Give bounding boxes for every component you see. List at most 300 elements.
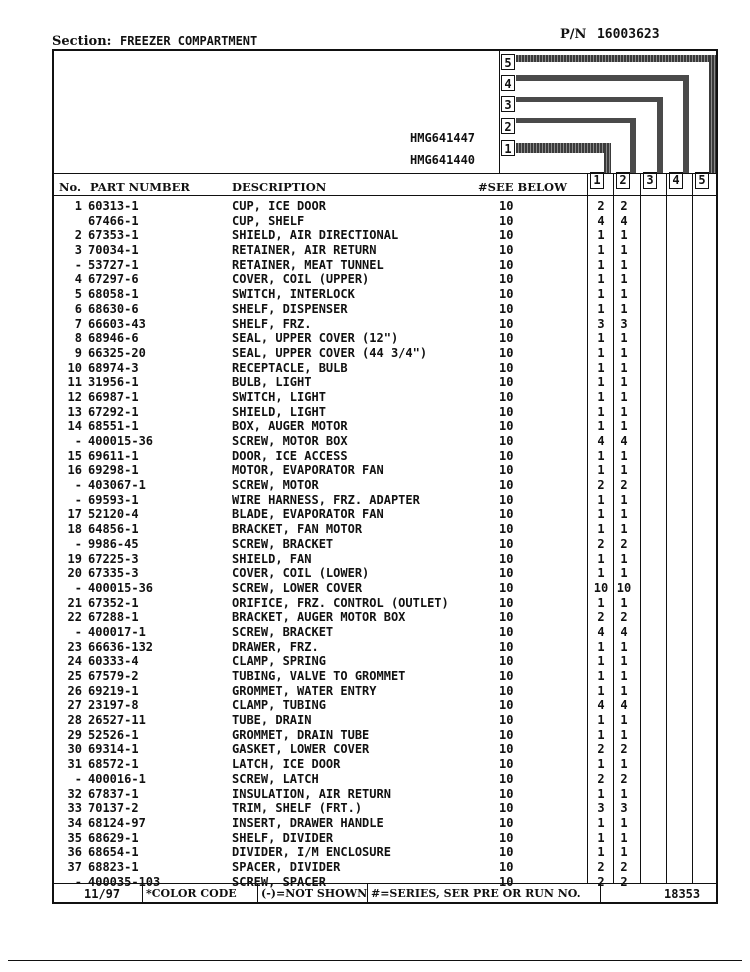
part-description: SCREW, MOTOR <box>232 478 319 493</box>
part-description: DIVIDER, I/M ENCLOSURE <box>232 845 391 860</box>
qty-series-1: 2 <box>597 742 605 757</box>
part-number: 68974-3 <box>88 360 139 375</box>
qty-series-1: 1 <box>597 727 605 742</box>
part-description: SEAL, UPPER COVER (12") <box>232 331 399 346</box>
part-number: 64856-1 <box>88 522 139 537</box>
part-number: 68823-1 <box>88 859 139 874</box>
item-number: - <box>74 536 82 551</box>
part-number: 69593-1 <box>88 492 139 507</box>
part-description: CUP, SHELF <box>232 213 305 228</box>
table-row <box>54 757 716 772</box>
part-description: GROMMET, WATER ENTRY <box>232 683 377 698</box>
see-below-value: 10 <box>499 492 514 507</box>
part-description: SCREW, LOWER COVER <box>232 580 363 595</box>
part-description: TUBE, DRAIN <box>232 713 312 728</box>
item-number: - <box>74 478 82 493</box>
pn-label: P/N <box>560 27 587 42</box>
part-number: 403067-1 <box>88 478 146 493</box>
part-description: DRAWER, FRZ. <box>232 639 319 654</box>
series-column-label: 5 <box>695 172 709 189</box>
qty-series-2: 2 <box>620 742 628 757</box>
see-below-value: 10 <box>499 507 514 522</box>
item-number: 19 <box>67 551 82 566</box>
item-number: 10 <box>67 360 82 375</box>
table-row <box>54 742 716 757</box>
qty-series-1: 1 <box>597 845 605 860</box>
series-box: 1 <box>501 140 515 156</box>
see-below-value: 10 <box>499 771 514 786</box>
page-bottom-rule <box>8 960 742 961</box>
see-below-value: 10 <box>499 434 514 448</box>
part-number: 68946-6 <box>88 331 139 346</box>
part-description: BRACKET, AUGER MOTOR BOX <box>232 610 406 625</box>
item-number: 5 <box>74 287 82 302</box>
item-number: 7 <box>74 316 82 331</box>
table-row <box>54 419 716 434</box>
item-number: 1 <box>74 199 82 213</box>
footer-divider <box>600 883 601 904</box>
series-bar <box>683 75 689 173</box>
table-row <box>54 698 716 713</box>
qty-series-1: 1 <box>597 669 605 683</box>
footer-not-shown: (-)=NOT SHOWN <box>261 887 368 900</box>
part-description: ORIFICE, FRZ. CONTROL (OUTLET) <box>232 595 449 610</box>
qty-series-1: 1 <box>597 566 605 581</box>
qty-series-1: 1 <box>597 419 605 434</box>
part-description: MOTOR, EVAPORATOR FAN <box>232 463 384 478</box>
see-below-value: 10 <box>499 243 514 258</box>
col-header-description: DESCRIPTION <box>232 180 327 194</box>
qty-series-1: 1 <box>597 301 605 316</box>
table-row <box>54 654 716 669</box>
part-number: 9986-45 <box>88 536 139 551</box>
part-number: 68124-97 <box>88 815 146 830</box>
part-number: 67297-6 <box>88 272 139 287</box>
qty-series-2: 1 <box>620 595 628 610</box>
see-below-value: 10 <box>499 859 514 874</box>
qty-series-2: 3 <box>620 316 628 331</box>
qty-series-1: 2 <box>597 874 605 889</box>
col-header-see-below: #SEE BELOW <box>478 180 567 194</box>
part-number: 31956-1 <box>88 375 139 390</box>
part-description: BOX, AUGER MOTOR <box>232 419 348 434</box>
qty-series-2: 1 <box>620 713 628 728</box>
qty-series-2: 1 <box>620 551 628 566</box>
part-number: 68630-6 <box>88 301 139 316</box>
part-number: 400015-36 <box>88 434 154 448</box>
series-bar <box>516 118 634 123</box>
qty-series-2: 1 <box>620 566 628 581</box>
part-description: SWITCH, INTERLOCK <box>232 287 355 302</box>
part-description: SHELF, DIVIDER <box>232 830 334 845</box>
part-number: 67579-2 <box>88 669 139 683</box>
see-below-value: 10 <box>499 272 514 287</box>
table-row <box>54 596 716 611</box>
part-number: 69298-1 <box>88 463 139 478</box>
see-below-value: 10 <box>499 624 514 639</box>
part-number: 67837-1 <box>88 786 139 801</box>
item-number: 34 <box>67 815 82 830</box>
part-description: CUP, ICE DOOR <box>232 199 326 213</box>
parts-table-body <box>54 199 716 889</box>
qty-series-1: 1 <box>597 595 605 610</box>
series-bar <box>516 75 688 81</box>
part-description: SCREW, MOTOR BOX <box>232 434 348 448</box>
part-description: WIRE HARNESS, FRZ. ADAPTER <box>232 492 420 507</box>
see-below-value: 10 <box>499 713 514 728</box>
qty-series-2: 1 <box>620 669 628 683</box>
footer-divider <box>257 883 258 904</box>
part-number: 60333-4 <box>88 654 139 669</box>
see-below-value: 10 <box>499 669 514 683</box>
footer-series-note: #=SERIES, SER PRE OR RUN NO. <box>371 887 581 900</box>
item-number: 13 <box>67 404 82 419</box>
see-below-value: 10 <box>499 845 514 860</box>
qty-series-2: 1 <box>620 272 628 287</box>
qty-series-1: 3 <box>597 316 605 331</box>
item-number: 16 <box>67 463 82 478</box>
see-below-value: 10 <box>499 199 514 213</box>
qty-series-2: 1 <box>620 654 628 669</box>
table-row <box>54 317 716 332</box>
part-number: 400017-1 <box>88 624 146 639</box>
item-number: 29 <box>67 727 82 742</box>
see-below-value: 10 <box>499 698 514 713</box>
item-number: - <box>74 874 82 889</box>
table-row <box>54 552 716 567</box>
see-below-value: 10 <box>499 815 514 830</box>
model-number: HMG641440 <box>410 153 476 167</box>
item-number: 24 <box>67 654 82 669</box>
part-description: SHELF, FRZ. <box>232 316 312 331</box>
qty-series-2: 1 <box>620 389 628 404</box>
qty-series-1: 2 <box>597 199 605 213</box>
item-number: 23 <box>67 639 82 654</box>
part-number: 66603-43 <box>88 316 146 331</box>
part-description: INSERT, DRAWER HANDLE <box>232 815 384 830</box>
qty-series-1: 1 <box>597 815 605 830</box>
qty-series-2: 2 <box>620 536 628 551</box>
item-number: 3 <box>74 243 82 258</box>
part-number: 52120-4 <box>88 507 139 522</box>
item-number: 6 <box>74 301 82 316</box>
qty-series-1: 1 <box>597 507 605 522</box>
table-row <box>54 228 716 243</box>
table-row <box>54 390 716 405</box>
qty-series-1: 1 <box>597 448 605 463</box>
qty-series-2: 1 <box>620 243 628 258</box>
footer-color-code: *COLOR CODE <box>146 887 237 900</box>
table-row <box>54 537 716 552</box>
see-below-value: 10 <box>499 404 514 419</box>
series-box: 2 <box>501 118 515 134</box>
part-number: 68654-1 <box>88 845 139 860</box>
item-number: 28 <box>67 713 82 728</box>
table-row <box>54 199 716 214</box>
qty-series-2: 1 <box>620 404 628 419</box>
qty-series-2: 3 <box>620 801 628 816</box>
see-below-value: 10 <box>499 610 514 625</box>
see-below-value: 10 <box>499 639 514 654</box>
qty-series-2: 1 <box>620 522 628 537</box>
qty-series-2: 1 <box>620 815 628 830</box>
item-number: 31 <box>67 757 82 772</box>
qty-series-2: 4 <box>620 698 628 713</box>
qty-series-2: 2 <box>620 859 628 874</box>
see-below-value: 10 <box>499 448 514 463</box>
table-row <box>54 831 716 846</box>
qty-series-1: 1 <box>597 654 605 669</box>
table-row <box>54 669 716 684</box>
qty-series-2: 1 <box>620 727 628 742</box>
qty-series-2: 1 <box>620 639 628 654</box>
item-number: 21 <box>67 595 82 610</box>
series-box: 3 <box>501 96 515 112</box>
part-description: GROMMET, DRAIN TUBE <box>232 727 370 742</box>
item-number: 12 <box>67 389 82 404</box>
pn-value: 16003623 <box>596 27 660 42</box>
table-row <box>54 243 716 258</box>
series-column-label: 3 <box>643 172 657 189</box>
see-below-value: 10 <box>499 228 514 243</box>
qty-series-2: 1 <box>620 287 628 302</box>
series-column-label: 2 <box>616 172 630 189</box>
table-row <box>54 640 716 655</box>
section-value: FREEZER COMPARTMENT <box>119 34 258 48</box>
item-number: 20 <box>67 566 82 581</box>
part-number: 400035-103 <box>88 874 161 889</box>
qty-series-2: 1 <box>620 757 628 772</box>
item-number: 14 <box>67 419 82 434</box>
item-number: 18 <box>67 522 82 537</box>
footer-rule <box>54 883 716 884</box>
part-description: LATCH, ICE DOOR <box>232 757 341 772</box>
qty-series-2: 2 <box>620 478 628 493</box>
qty-series-1: 1 <box>597 639 605 654</box>
table-row <box>54 272 716 287</box>
qty-series-2: 1 <box>620 492 628 507</box>
part-number: 69314-1 <box>88 742 139 757</box>
qty-series-2: 1 <box>620 375 628 390</box>
table-row <box>54 522 716 537</box>
see-below-value: 10 <box>499 683 514 698</box>
see-below-value: 10 <box>499 375 514 390</box>
item-number: - <box>74 434 82 448</box>
qty-series-1: 1 <box>597 830 605 845</box>
see-below-value: 10 <box>499 301 514 316</box>
model-number: HMG641447 <box>410 131 476 145</box>
table-row <box>54 845 716 860</box>
part-description: COVER, COIL (UPPER) <box>232 272 370 287</box>
part-description: CLAMP, SPRING <box>232 654 326 669</box>
qty-series-1: 1 <box>597 345 605 360</box>
see-below-value: 10 <box>499 566 514 581</box>
series-bar <box>657 97 663 173</box>
item-number: 8 <box>74 331 82 346</box>
part-number: 68572-1 <box>88 757 139 772</box>
part-number: 70137-2 <box>88 801 139 816</box>
qty-series-2: 2 <box>620 610 628 625</box>
series-bar <box>709 55 716 173</box>
part-description: SCREW, BRACKET <box>232 536 334 551</box>
part-number-heading <box>560 27 660 42</box>
table-row <box>54 801 716 816</box>
item-number: - <box>74 624 82 639</box>
item-number: 17 <box>67 507 82 522</box>
item-number: 25 <box>67 669 82 683</box>
qty-series-1: 1 <box>597 243 605 258</box>
table-row <box>54 214 716 229</box>
table-row <box>54 772 716 787</box>
part-description: COVER, COIL (LOWER) <box>232 566 370 581</box>
part-number: 68629-1 <box>88 830 139 845</box>
part-number: 53727-1 <box>88 257 139 272</box>
part-number: 67288-1 <box>88 610 139 625</box>
qty-series-1: 2 <box>597 859 605 874</box>
qty-series-2: 1 <box>620 257 628 272</box>
qty-series-2: 1 <box>620 301 628 316</box>
qty-series-2: 1 <box>620 228 628 243</box>
see-below-value: 10 <box>499 345 514 360</box>
qty-series-2: 1 <box>620 448 628 463</box>
part-description: SHIELD, FAN <box>232 551 312 566</box>
see-below-value: 10 <box>499 478 514 493</box>
item-number: 2 <box>74 228 82 243</box>
qty-series-1: 1 <box>597 375 605 390</box>
see-below-value: 10 <box>499 331 514 346</box>
see-below-value: 10 <box>499 580 514 595</box>
qty-series-2: 4 <box>620 213 628 228</box>
item-number: - <box>74 492 82 507</box>
table-row <box>54 816 716 831</box>
col-header-no: No. <box>59 180 81 194</box>
footer-divider <box>367 883 368 904</box>
part-number: 400016-1 <box>88 771 146 786</box>
see-below-value: 10 <box>499 463 514 478</box>
item-number: 36 <box>67 845 82 860</box>
qty-series-1: 2 <box>597 478 605 493</box>
part-number: 52526-1 <box>88 727 139 742</box>
qty-series-2: 1 <box>620 360 628 375</box>
part-number: 70034-1 <box>88 243 139 258</box>
part-number: 69219-1 <box>88 683 139 698</box>
table-row <box>54 860 716 875</box>
qty-series-1: 1 <box>597 287 605 302</box>
item-number: 35 <box>67 830 82 845</box>
qty-series-1: 4 <box>597 434 605 448</box>
see-below-value: 10 <box>499 742 514 757</box>
qty-series-1: 1 <box>597 551 605 566</box>
table-row <box>54 787 716 802</box>
see-below-value: 10 <box>499 830 514 845</box>
part-description: SHIELD, AIR DIRECTIONAL <box>232 228 399 243</box>
qty-series-1: 1 <box>597 492 605 507</box>
part-description: SCREW, BRACKET <box>232 624 334 639</box>
qty-series-2: 10 <box>616 580 632 595</box>
part-number: 66325-20 <box>88 345 146 360</box>
item-number: - <box>74 580 82 595</box>
see-below-value: 10 <box>499 801 514 816</box>
see-below-value: 10 <box>499 257 514 272</box>
footer-date: 11/97 <box>84 887 121 901</box>
part-number: 23197-8 <box>88 698 139 713</box>
section-heading <box>52 34 257 49</box>
qty-series-1: 1 <box>597 522 605 537</box>
part-number: 67466-1 <box>88 213 139 228</box>
qty-series-2: 1 <box>620 683 628 698</box>
table-row <box>54 507 716 522</box>
footer-divider <box>142 883 143 904</box>
table-row <box>54 713 716 728</box>
parts-list-sheet <box>52 49 718 904</box>
table-row <box>54 302 716 317</box>
part-description: SCREW, SPACER <box>232 874 326 889</box>
qty-series-1: 3 <box>597 801 605 816</box>
qty-series-2: 1 <box>620 786 628 801</box>
see-below-value: 10 <box>499 213 514 228</box>
item-number: 9 <box>74 345 82 360</box>
see-below-value: 10 <box>499 786 514 801</box>
part-description: RECEPTACLE, BULB <box>232 360 348 375</box>
see-below-value: 10 <box>499 316 514 331</box>
qty-series-2: 2 <box>620 199 628 213</box>
part-description: SPACER, DIVIDER <box>232 859 341 874</box>
qty-series-2: 1 <box>620 419 628 434</box>
part-number: 66987-1 <box>88 389 139 404</box>
qty-series-1: 1 <box>597 228 605 243</box>
table-row <box>54 478 716 493</box>
series-box: 4 <box>501 75 515 91</box>
qty-series-1: 2 <box>597 610 605 625</box>
table-row <box>54 346 716 361</box>
part-number: 66636-132 <box>88 639 154 654</box>
part-number: 67225-3 <box>88 551 139 566</box>
qty-series-1: 2 <box>597 536 605 551</box>
qty-series-1: 1 <box>597 463 605 478</box>
qty-series-2: 1 <box>620 331 628 346</box>
table-row <box>54 684 716 699</box>
qty-series-2: 2 <box>620 874 628 889</box>
table-row <box>54 434 716 449</box>
see-below-value: 10 <box>499 874 514 889</box>
qty-series-1: 2 <box>597 771 605 786</box>
item-number: 37 <box>67 859 82 874</box>
table-row <box>54 287 716 302</box>
qty-series-1: 1 <box>597 713 605 728</box>
part-description: CLAMP, TUBING <box>232 698 326 713</box>
table-row <box>54 375 716 390</box>
qty-series-1: 1 <box>597 786 605 801</box>
table-row <box>54 331 716 346</box>
see-below-value: 10 <box>499 727 514 742</box>
qty-series-1: 1 <box>597 331 605 346</box>
table-row <box>54 449 716 464</box>
qty-series-2: 1 <box>620 345 628 360</box>
qty-series-1: 4 <box>597 624 605 639</box>
table-row <box>54 463 716 478</box>
item-number: 27 <box>67 698 82 713</box>
part-description: RETAINER, MEAT TUNNEL <box>232 257 384 272</box>
see-below-value: 10 <box>499 595 514 610</box>
item-number: 33 <box>67 801 82 816</box>
item-number: 15 <box>67 448 82 463</box>
part-description: TUBING, VALVE TO GROMMET <box>232 669 406 683</box>
part-number: 60313-1 <box>88 199 139 213</box>
qty-series-1: 1 <box>597 757 605 772</box>
see-below-value: 10 <box>499 536 514 551</box>
table-row <box>54 361 716 376</box>
table-row <box>54 566 716 581</box>
